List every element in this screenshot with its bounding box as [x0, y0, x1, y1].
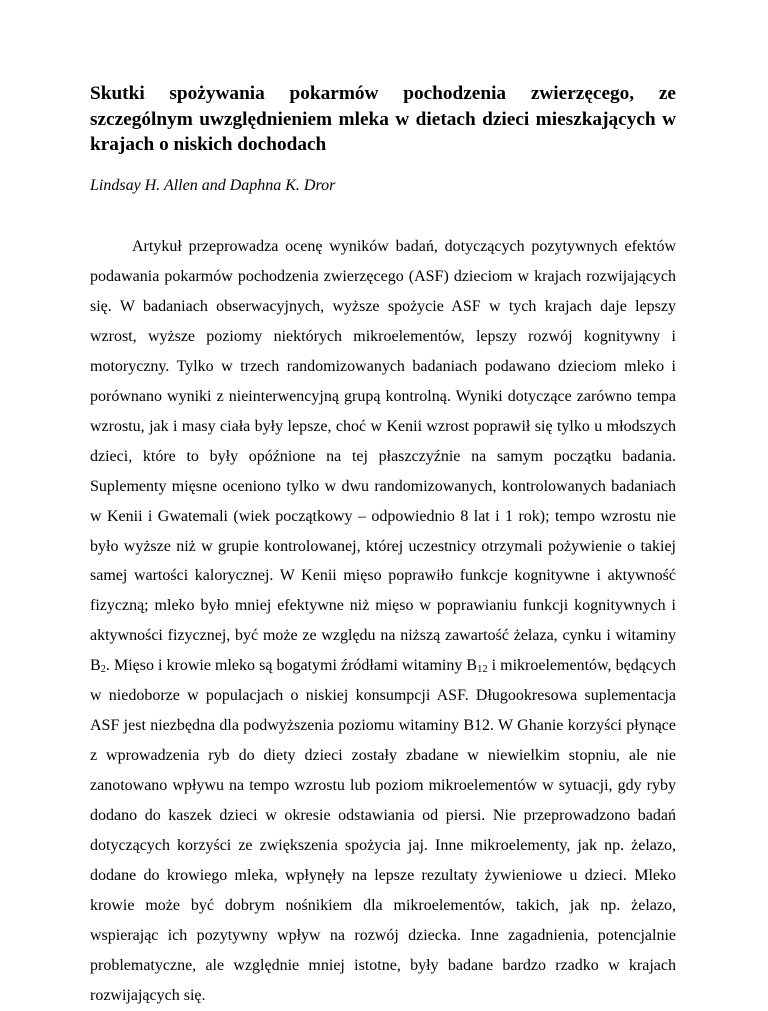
abstract-text-part-2: . Mięso i krowie mleko są bogatymi źródłami witaminy B [105, 657, 478, 675]
vitamin-b12-subscript: 12 [477, 664, 488, 676]
document-title: Skutki spożywania pokarmów pochodzenia zwierzęcego, ze szczególnym uwzględnieniem mleka w dietach dzieci mieszkających w krajach o niskich dochodach [90, 83, 676, 155]
document-authors: Lindsay H. Allen and Daphna K. Dror [90, 177, 336, 194]
abstract-text-part-3: i mikroelementów, będących w niedoborze w populacjach o niskiej konsumpcji ASF. Długookresowa suplementacja ASF jest niezbędna dla podwyższenia poziomu witaminy B12. W Ghanie korzyści płynące z wprowadzenia ryb do diety dzieci zostały zbadane w niewielkim stopniu, ale nie zanotowano wpływu na tempo wzrostu lub poziom mikroelementów w sytuacji, gdy ryby dodano do kaszek dzieci w okresie odstawiania od piersi. Nie przeprowadzono badań dotyczących korzyści ze zwiększenia spożycia jaj. Inne mikroelementy, jak np. żelazo, dodane do krowiego mleka, wpłynęły na lepsze rezultaty żywieniowe u dzieci. Mleko krowie może być dobrym nośnikiem dla mikroelementów, takich, jak np. żelazo, wspierając ich pozytywny wpływ na rozwój dziecka. Inne zagadnienia, potencjalnie problematyczne, ale względnie mniej istotne, były badane bardzo rzadko w krajach rozwijających się. [90, 657, 677, 1004]
vitamin-b2-subscript: 2 [100, 664, 106, 676]
abstract-text-part-1: Artykuł przeprowadza ocenę wyników badań, dotyczących pozytywnych efektów podawania pokarmów pochodzenia zwierzęcego (ASF) dzieciom w krajach rozwijających się. W badaniach obserwacyjnych, wyższe spożycie ASF w tych krajach daje lepszy wzrost, wyższe poziomy niektórych mikroelementów, lepszy rozwój kognitywny i motoryczny. Tylko w trzech randomizowanych badaniach podawano dzieciom mleko i porównano wyniki z nieinterwencyjną grupą kontrolną. Wyniki dotyczące zarówno tempa wzrostu, jak i masy ciała były lepsze, choć w Kenii wzrost poprawił się tylko u młodszych dzieci, które to były opóźnione na tej płaszczyźnie na samym początku badania. Suplementy mięsne oceniono tylko w dwu randomizowanych, kontrolowanych badaniach w Kenii i Gwatemali (wiek początkowy – odpowiednio 8 lat i 1 rok); tempo wzrostu nie było wyższe niż w grupie kontrolowanej, której uczestnicy otrzymali pożywienie o takiej samej wartości kalorycznej. W Kenii mięso poprawiło funkcje kognitywne i aktywność fizyczną; mleko było mniej efektywne niż mięso w poprawianiu funkcji kognitywnych i aktywności fizycznej, być może ze względu na niższą zawartość żelaza, cynku i witaminy B [90, 238, 676, 675]
abstract-paragraph [90, 232, 676, 1011]
